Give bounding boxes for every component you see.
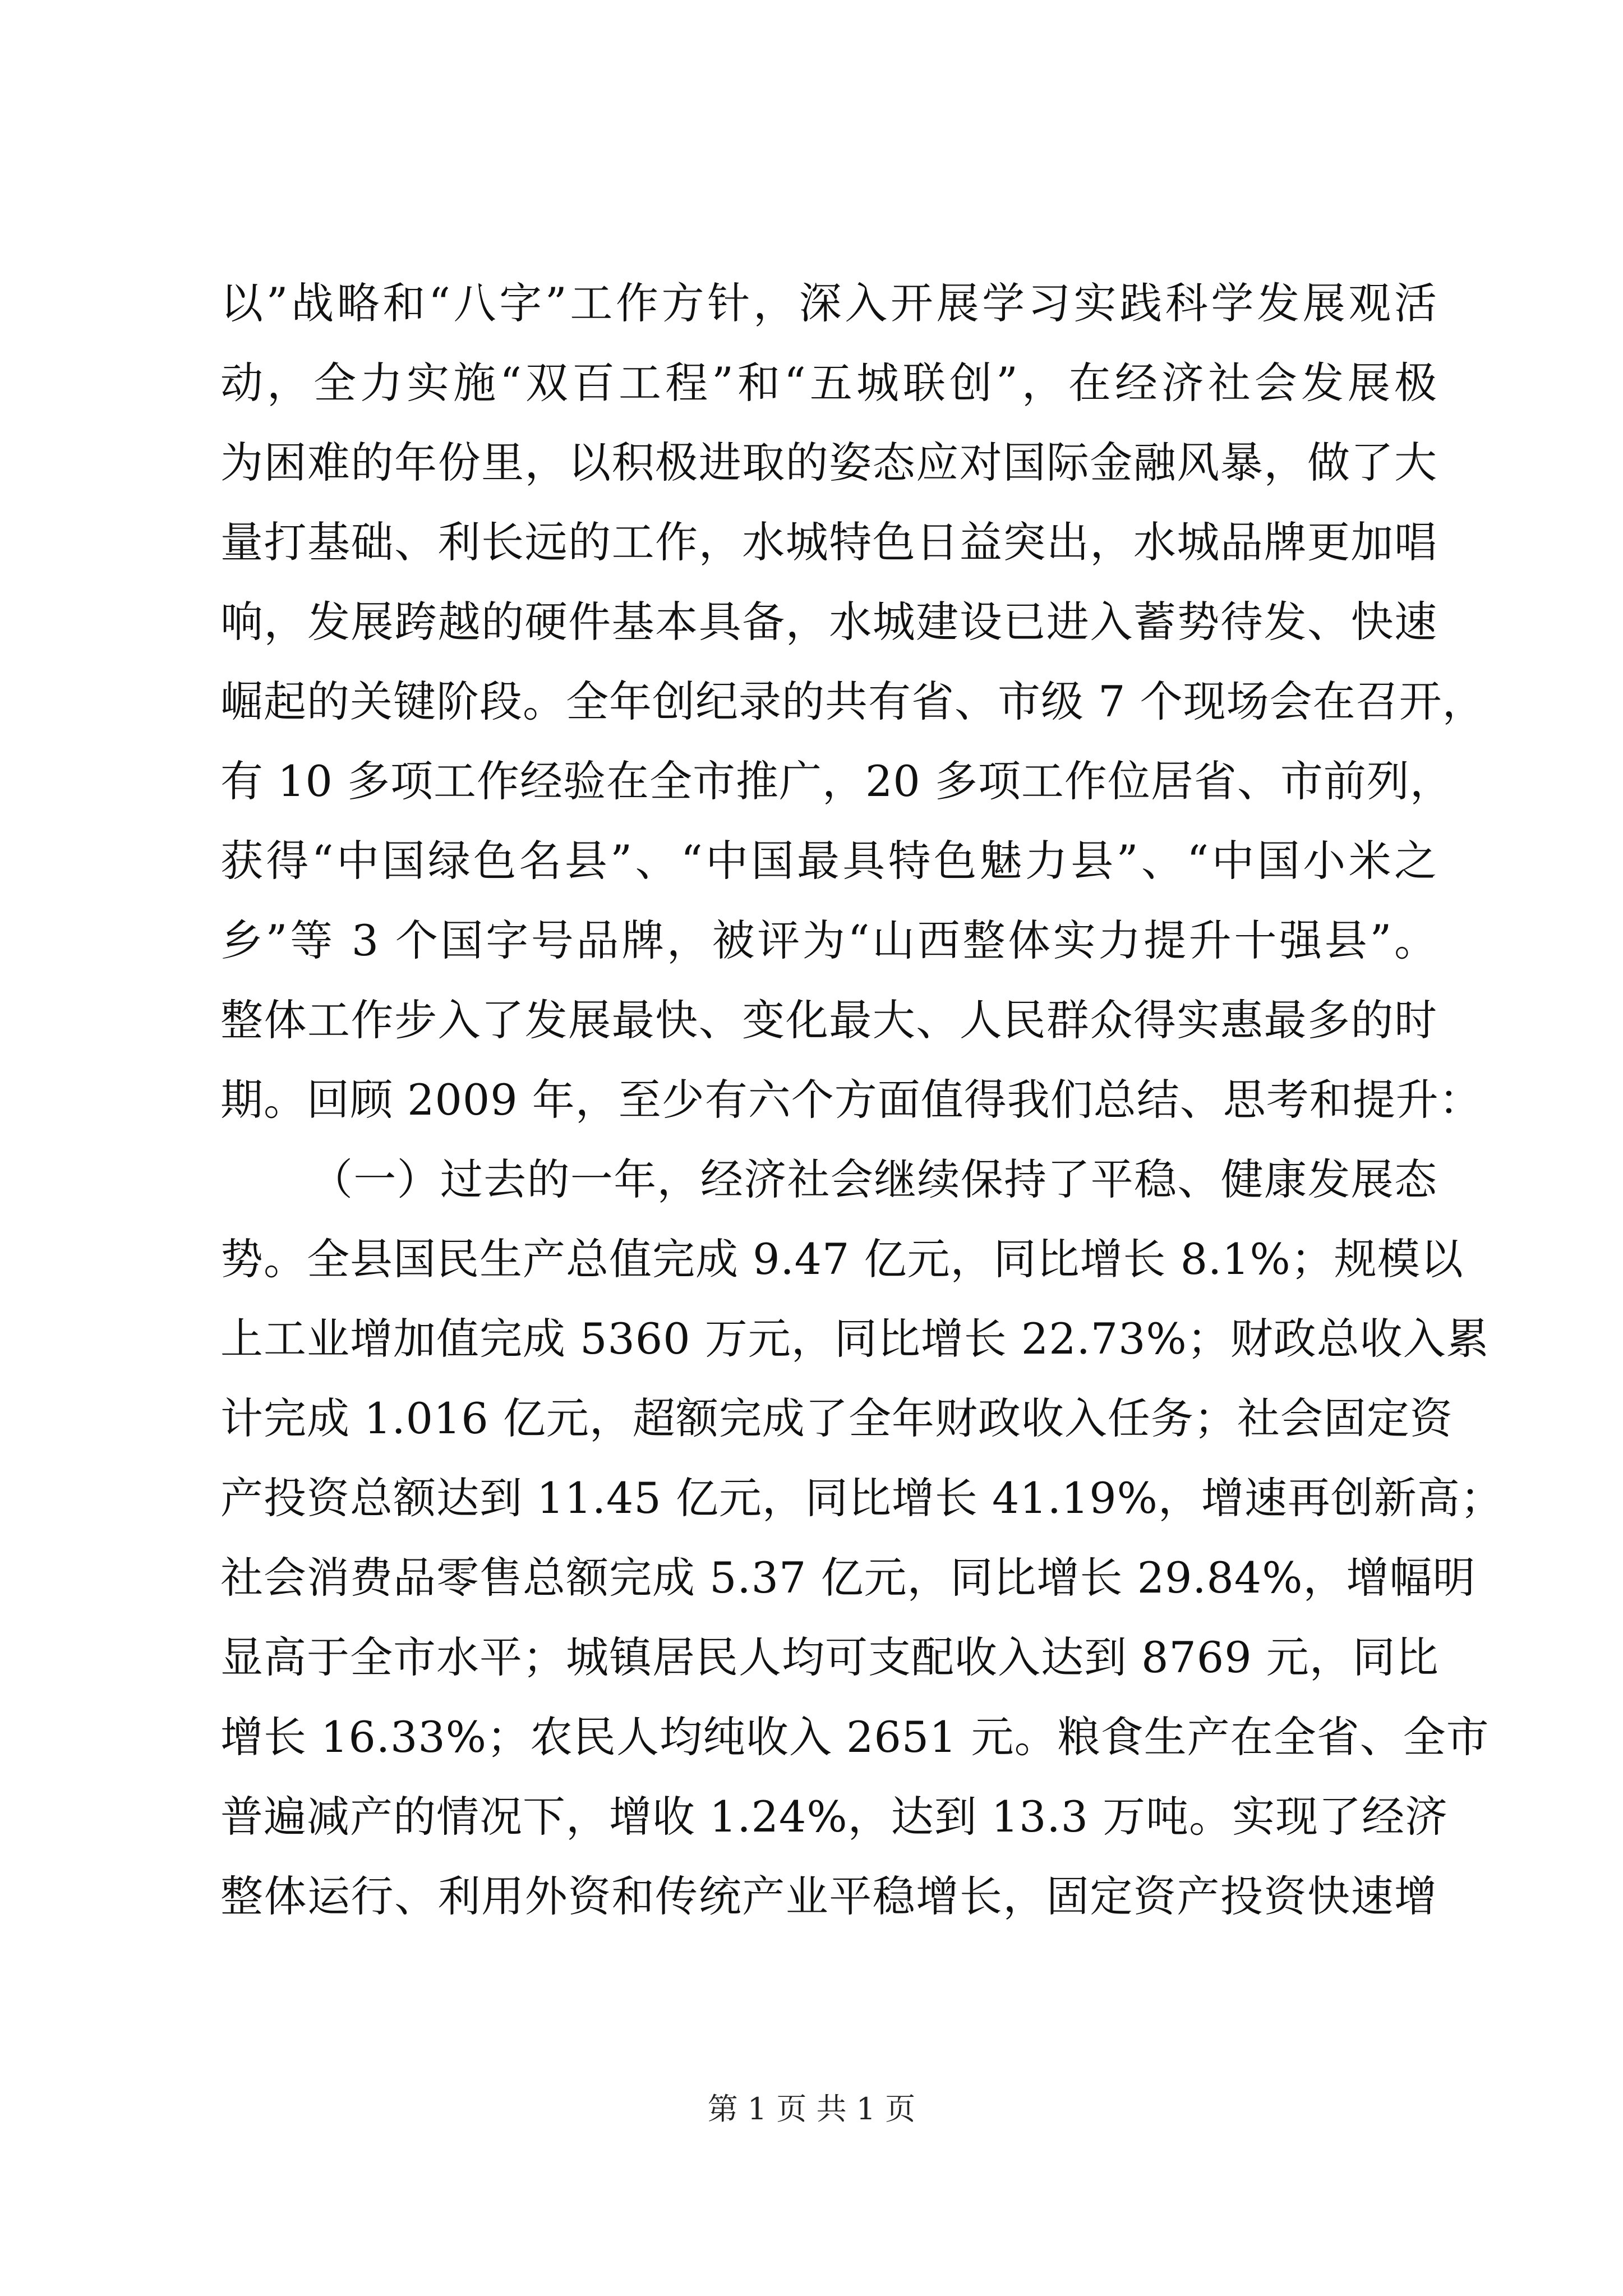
text-line: 为困难的年份里，以积极进取的姿态应对国际金融风暴，做了大 [220, 438, 1437, 487]
text-line: 响，发展跨越的硬件基本具备，水城建设已进入蓄势待发、快速 [220, 597, 1437, 647]
text-line: 势。全县国民生产总值完成 9.47 亿元，同比增长 8.1%；规模以 [220, 1234, 1464, 1284]
text-line: 崛起的关键阶段。全年创纪录的共有省、市级 7 个现场会在召开， [220, 677, 1486, 726]
text-line: 计完成 1.016 亿元，超额完成了全年财政收入任务；社会固定资 [220, 1393, 1453, 1443]
text-line: 获得“中国绿色名县”、“中国最具特色魅力县”、“中国小米之 [220, 836, 1437, 886]
text-line: 产投资总额达到 11.45 亿元，同比增长 41.19%，增速再创新高； [220, 1473, 1504, 1523]
body-text [220, 264, 1504, 1936]
text-line: 乡”等 3 个国字号品牌，被评为“山西整体实力提升十强县”。 [220, 915, 1437, 965]
text-line: 增长 16.33%；农民人均纯收入 2651 元。粮食生产在全省、全市 [220, 1712, 1490, 1762]
text-line: 动，全力实施“双百工程”和“五城联创”，在经济社会发展极 [220, 358, 1437, 408]
paragraph-first-line: （一）过去的一年，经济社会继续保持了平稳、健康发展态 [310, 1154, 1437, 1204]
text-line: 社会消费品零售总额完成 5.37 亿元，同比增长 29.84%，增幅明 [220, 1553, 1476, 1603]
text-line: 上工业增加值完成 5360 万元，同比增长 22.73%；财政总收入累 [220, 1314, 1490, 1364]
text-line: 期。回顾 2009 年，至少有六个方面值得我们总结、思考和提升： [220, 1075, 1482, 1125]
text-line: 量打基础、利长远的工作，水城特色日益突出，水城品牌更加唱 [220, 517, 1437, 567]
text-line: 有 10 多项工作经验在全市推广，20 多项工作位居省、市前列， [220, 756, 1453, 806]
text-line: 整体运行、利用外资和传统产业平稳增长，固定资产投资快速增 [220, 1871, 1437, 1921]
text-line: 显高于全市水平；城镇居民人均可支配收入达到 8769 元，同比 [220, 1632, 1439, 1682]
page-footer: 第 1 页 共 1 页 [707, 2091, 916, 2127]
text-line: 以”战略和“八字”工作方针，深入开展学习实践科学发展观活 [220, 278, 1437, 328]
text-line: 普遍减产的情况下，增收 1.24%，达到 13.3 万吨。实现了经济 [220, 1792, 1449, 1842]
text-line: 整体工作步入了发展最快、变化最大、人民群众得实惠最多的时 [220, 995, 1437, 1045]
